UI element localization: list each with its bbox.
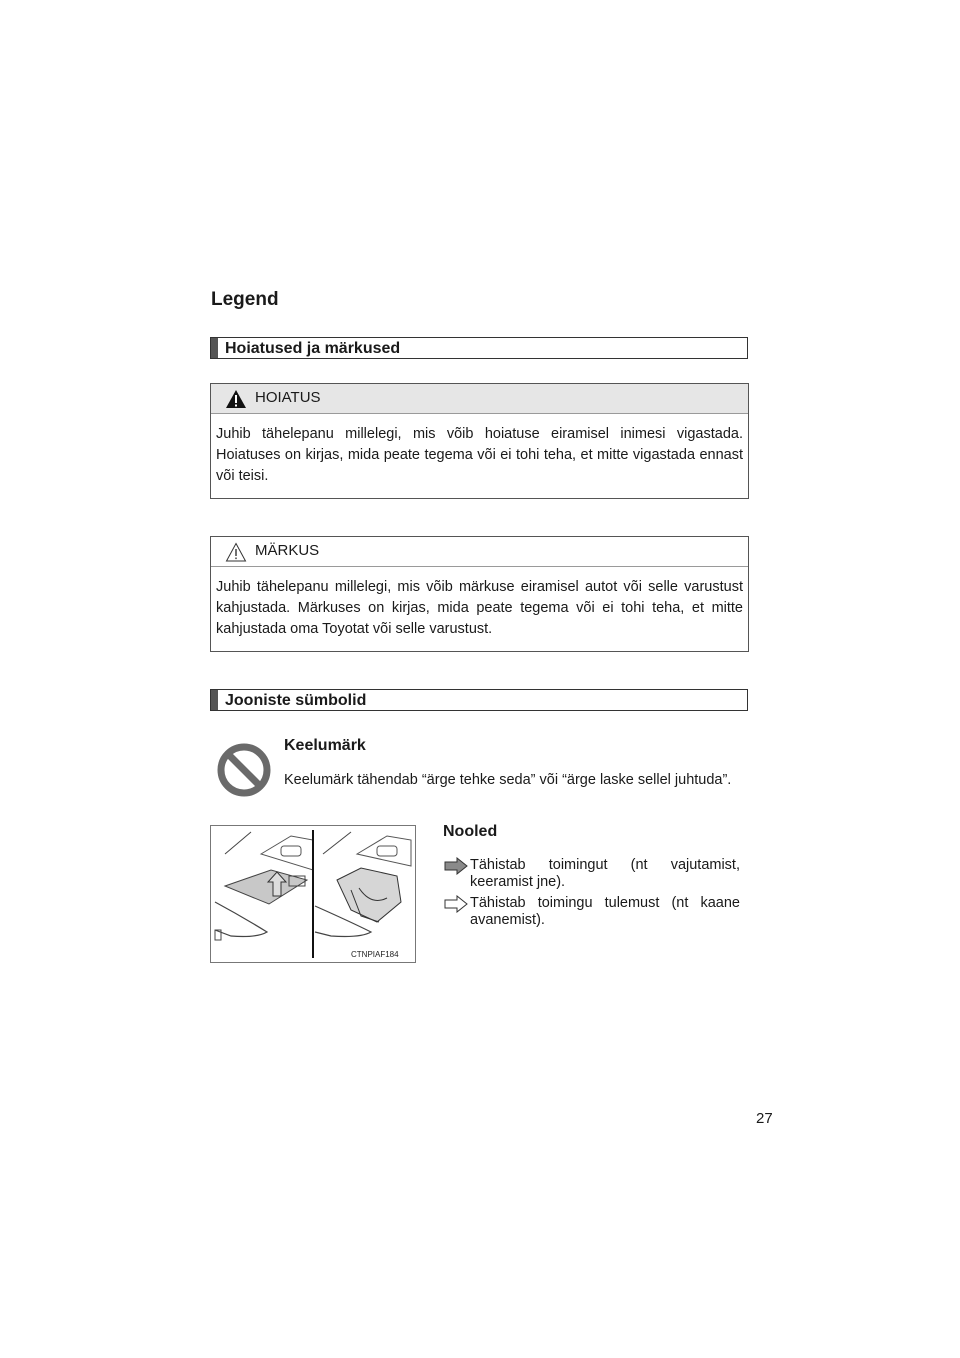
prohibition-icon xyxy=(217,743,271,797)
prohibition-text: Keelumärk tähendab “ärge tehke seda” või “ärge laske sellel juhtuda”. xyxy=(284,772,732,788)
section-heading-label: Jooniste sümbolid xyxy=(225,692,367,709)
illustration-code: CTNPIAF184 xyxy=(351,950,399,959)
section-heading-warnings xyxy=(210,337,748,359)
section-heading-label: Hoiatused ja märkused xyxy=(225,340,401,357)
warning-box-header xyxy=(211,384,748,414)
outline-arrow-icon xyxy=(444,895,468,913)
section-heading-symbols xyxy=(210,689,748,711)
arrows-title: Nooled xyxy=(443,823,498,840)
warning-triangle-filled-icon xyxy=(225,389,247,409)
notice-box xyxy=(210,536,749,652)
notice-title: MÄRKUS xyxy=(255,542,320,559)
arrow-item-action xyxy=(444,857,740,891)
section-accent xyxy=(211,338,218,358)
warning-box xyxy=(210,383,749,499)
warning-title: HOIATUS xyxy=(255,389,321,406)
notice-box-header xyxy=(211,537,748,567)
arrow-item-text: Tähistab toimingut (nt vajutamist, keeramist jne). xyxy=(470,857,740,890)
notice-text: Juhib tähelepanu millelegi, mis võib märkuse eiramisel autot või selle varustust kahjustada. Märkuses on kirjas, mida peate tegema või ei tohi teha, et mitte kahjustada oma Toyotat või selle varustust. xyxy=(216,579,743,637)
warning-triangle-outline-icon xyxy=(225,542,247,562)
arrow-item-text: Tähistab toimingu tulemust (nt kaane avanemist). xyxy=(470,895,740,928)
arrow-item-result xyxy=(444,895,740,929)
illustration xyxy=(210,825,416,963)
warning-text: Juhib tähelepanu millelegi, mis võib hoiatuse eiramisel inimesi vigastada. Hoiatuses on kirjas, mida peate tegema või ei tohi teha, et mitte vigastada ennast või teisi. xyxy=(216,426,743,484)
page-title: Legend xyxy=(211,289,279,310)
filled-arrow-icon xyxy=(444,857,468,875)
page-number: 27 xyxy=(756,1110,773,1127)
illustration-drawing xyxy=(211,826,415,962)
prohibition-title: Keelumärk xyxy=(284,737,366,754)
section-accent xyxy=(211,690,218,710)
